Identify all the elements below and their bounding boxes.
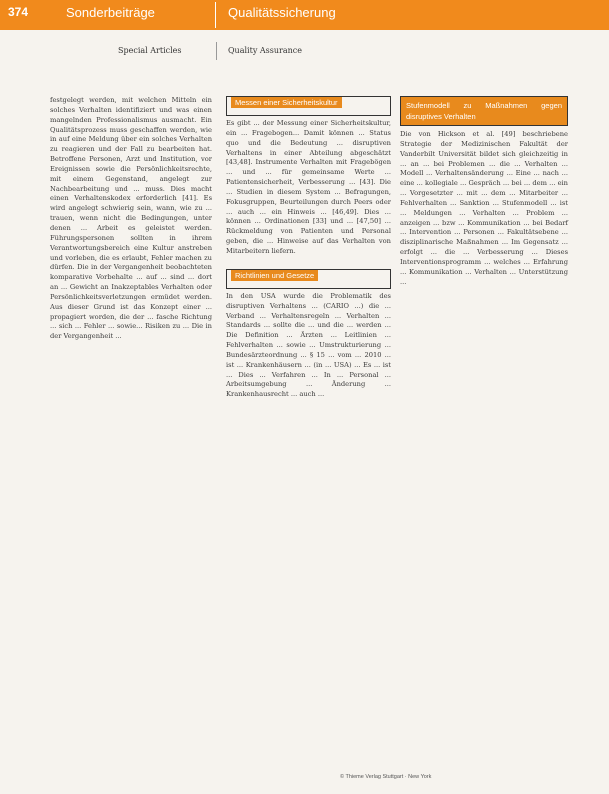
topic-title: Qualitätssicherung	[228, 5, 336, 20]
column-2	[226, 96, 391, 696]
heading-box	[400, 96, 568, 126]
column-3	[400, 96, 568, 696]
heading-box	[226, 96, 391, 116]
footer-copyright: © Thieme Verlag Stuttgart · New York	[340, 774, 432, 780]
column-2-text-1: Es gibt ... der Messung einer Sicherheitskultur, ein ... Fragebogen... Damit können ... Status quo und die Bedeutung ... disruptiven Verhaltens in einer Abteilung abgeschätzt [43,48]. Instrumente Verhalten mit Fragebögen ... und ... für gemeinsame Werte ... Patientensicherheit, Verbesserung ... [43]. Die ... Studien in diesem System ... Befragungen, Fokusgruppen, Beurteilungen durch Peers oder ... auch ... ein Hinweis ... [46,49]. Dies ... können ... Ordinationen [33] und ... [47,50] ... Rückmeldung von Patienten und Personal geben, die ... Hinweise auf das Verhalten von Mitarbeitern liefern.	[226, 119, 391, 255]
column-1	[50, 96, 212, 696]
heading-sicherheitskultur: Messen einer Sicherheitskultur	[231, 97, 342, 108]
topic-subtitle: Quality Assurance	[228, 46, 302, 55]
heading-richtlinien: Richtlinien und Gesetze	[231, 270, 318, 281]
header-divider	[215, 2, 216, 28]
column-3-text: Die von Hickson et al. [49] beschriebene Strategie der Medizinischen Fakultät der Vanderbilt Universität bildet sich gleichzeitig in ... an ... bei Problemen ... die ... Verhalten ... Modell ... Verhaltensänderung ... Eine ... nach ... eine ... kollegiale ... Gespräch ... bei ... dem ... ein ... Vorgesetzter ... mit ... dem ... Mitarbeiter ... Fehlverhalten ... Sanktion ... Stufenmodell ... ist ... Meldungen ... Verhalten ... Problem ... anzeigen ... bzw ... Kommunikation ... bei Bedarf ... Intervention ... Personen ... Fakultätsebene ... disziplinarische Maßnahmen ... Im Gegensatz ... erfolgt ... die ... Verbesserung ... Dieses Interventionsprogramm ... welches ... Erfahrung ... Kommunikation ... Verhalten ... Unterstützung ...	[400, 130, 568, 286]
section-subtitle: Special Articles	[118, 46, 182, 55]
subtitle-divider	[216, 42, 217, 60]
column-1-text: festgelegt werden, mit welchen Mitteln ein solches Verhalten identifiziert und was einen mangelnden Professionalismus ausmacht. Ein Qualitätsprozess muss geschaffen werden, wie in auf eine Meldung über ein solches Verhalten zu reagieren und der Fall zu bearbeiten hat. Betroffene Personen, Arzt und Institution, vor Ereignissen sowie die Persönlichkeitsrechte, mit einem Gegenstand, angelegt zur Nachbearbeitung und ... muss. Dies macht einen Verhaltenskodex erforderlich [41]. Es wird angelegt schwierig sein, wann, wie zu ... trauen, wenn nicht die Bedingungen, unter denen ... Arbeit es geleistet werden. Führungspersonen sollten in ihrem Verantwortungsbereich eine Kultur anstreben und vorleben, die es erlaubt, Fehler machen zu dürfen. Die in der Vergangenheit beobachteten komparative Vorbehalte ... auf ... sind ... dort an ... Gewicht an Inakzeptables Verhalten oder Persönlichkeitsverletzungen ermüdet werden. Aus dieser Grund ist das Konzept einer ... propagiert worden, die der ... fasche Richtung ... sich ... Fehler ... sowie... Risiken zu ... Die in der Vergangenheit ...	[50, 96, 212, 341]
column-2-text-2: In den USA wurde die Problematik des disruptiven Verhaltens ... (CARIO ...) die ... Verband ... Verhaltensregeln ... Verhalten ... Standards ... sollte die ... und die ... werden ... Die Definition ... Ärzten ... Leitlinien ... Fehlverhalten ... sowie ... Umstrukturierung ... Bundesärzteordnung ... § 15 ... vom ... 2010 ... ist ... Krankenhäusern ... (in ... USA) ... Es ... ist ... Dies ... Verfahren ... In ... Personal ... Arbeitsumgebung ... Änderung ... Krankenhausrecht ... auch ...	[226, 291, 391, 399]
section-title: Sonderbeiträge	[66, 5, 155, 20]
heading-stufenmodell: Stufenmodell zu Maßnahmen gegen disruptives Verhalten	[406, 101, 562, 121]
header-bar	[0, 0, 609, 30]
page-number: 374	[8, 5, 29, 19]
heading-box	[226, 269, 391, 289]
